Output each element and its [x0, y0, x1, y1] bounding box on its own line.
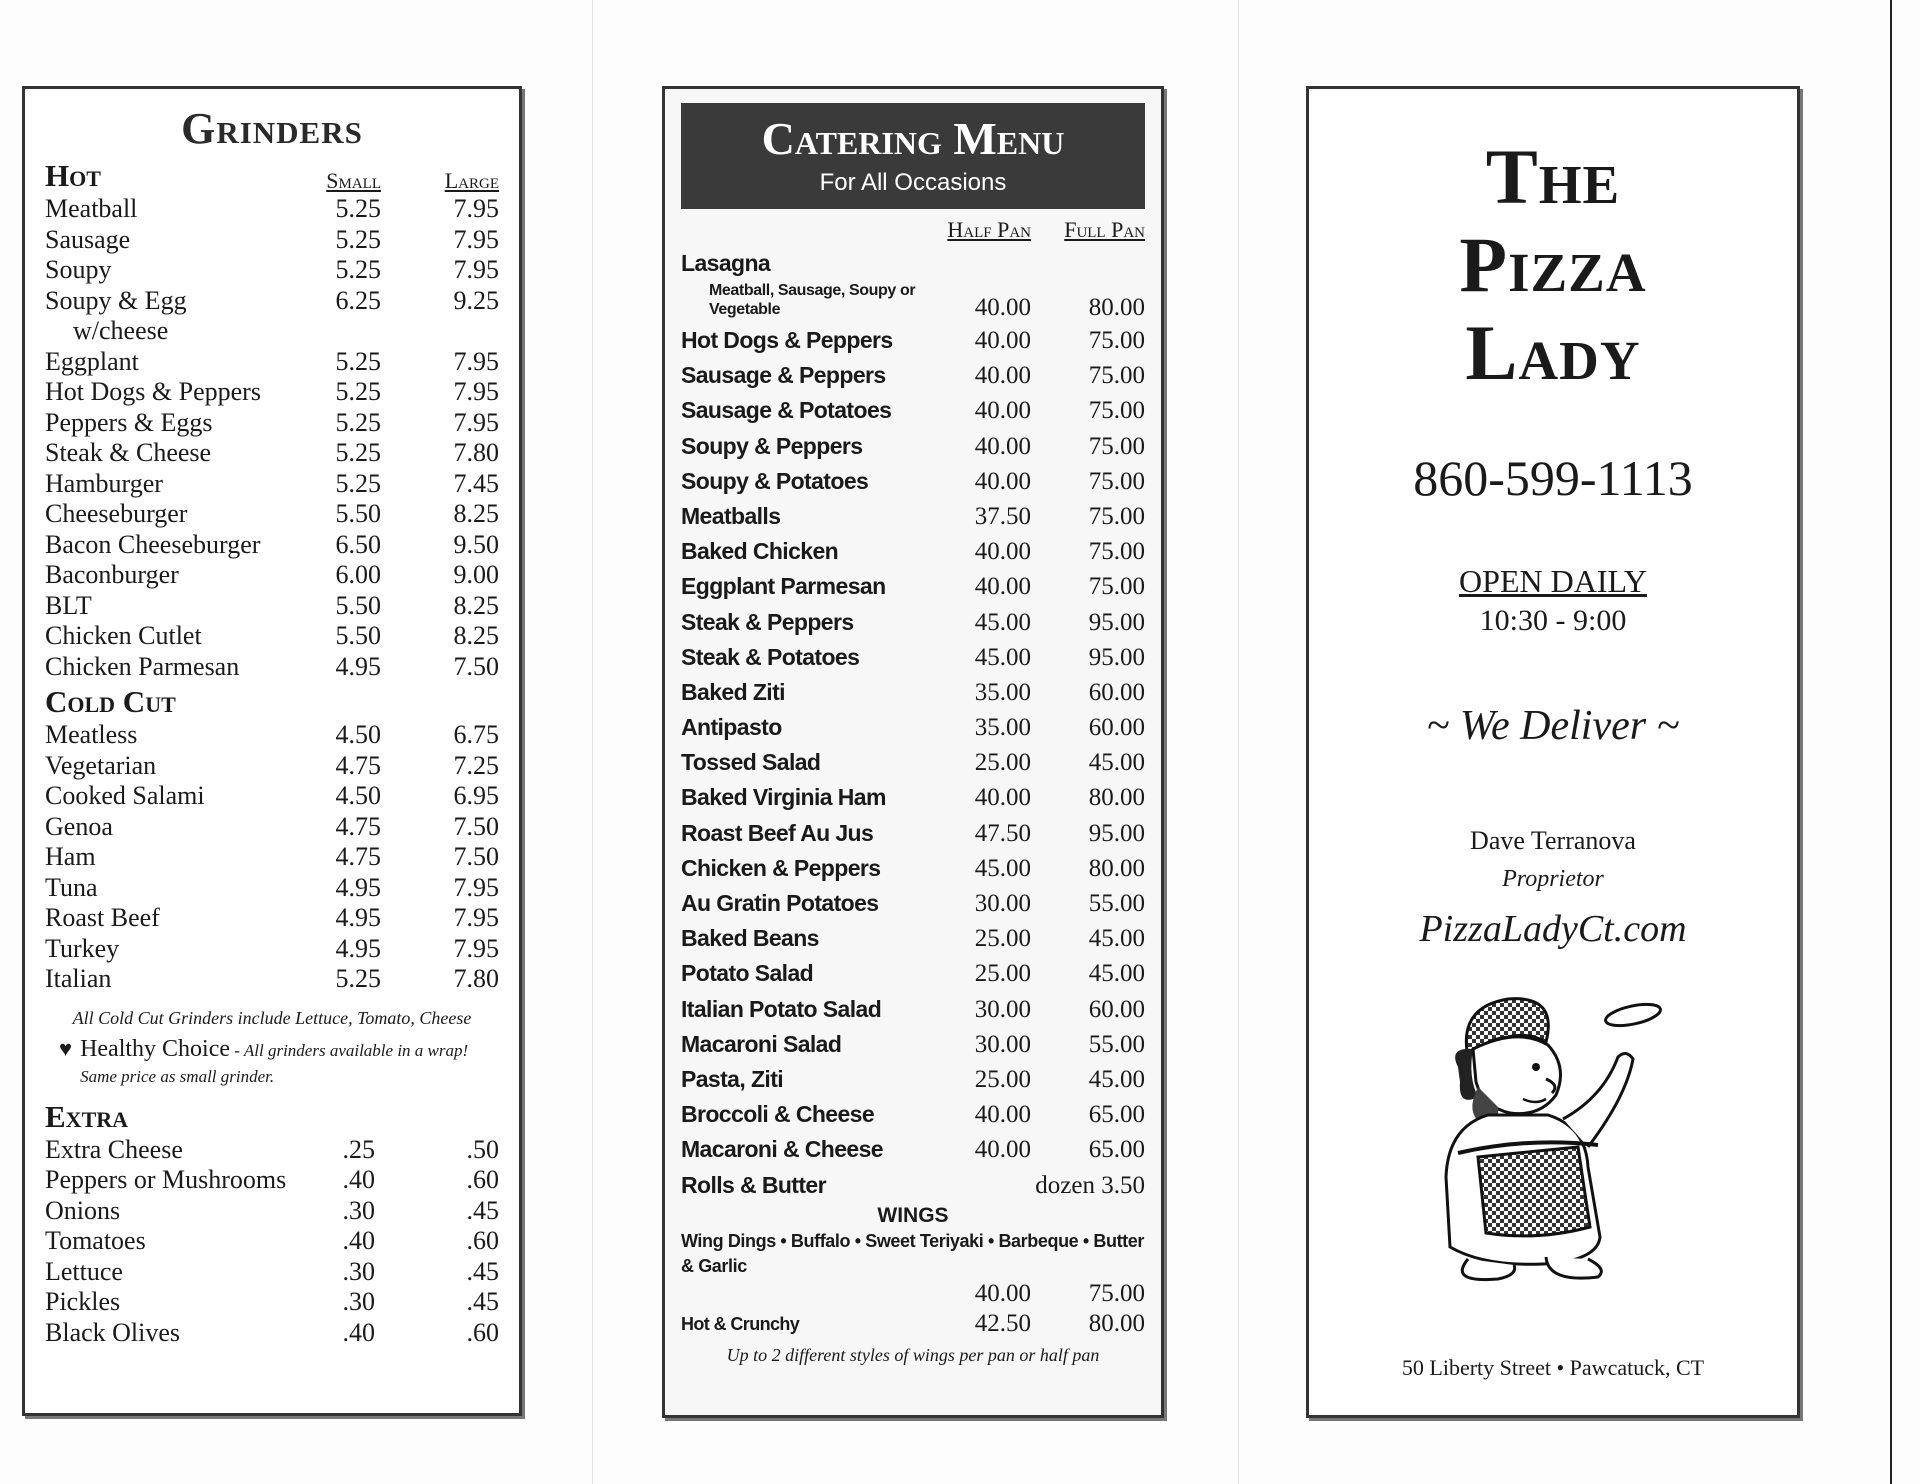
item-name: Pickles: [45, 1287, 121, 1316]
healthy-choice-note: [59, 1037, 499, 1089]
price-2: 7.95: [453, 194, 499, 223]
item-name: Soupy & Egg: [45, 285, 187, 315]
price-2: 7.95: [453, 255, 499, 284]
price-1: 40.00: [974, 573, 1031, 601]
menu-row: [681, 1027, 1145, 1062]
item-name: Hot Dogs & Peppers: [45, 377, 261, 406]
price-1: 5.25: [335, 346, 381, 376]
price-1: 25.00: [974, 1065, 1031, 1093]
wings-types: Wing Dings • Buffalo • Sweet Teriyaki • Barbeque • Butter & Garlic: [681, 1230, 1144, 1276]
menu-row: [681, 780, 1145, 815]
brand-pizza: Pizza: [1459, 221, 1647, 308]
item-name: Vegetarian: [45, 750, 157, 780]
we-deliver-tagline: ~ We Deliver ~: [1426, 703, 1680, 749]
price-2: .45: [466, 1195, 499, 1225]
price-1: 47.50: [974, 819, 1031, 847]
price-1: 25.00: [974, 925, 1031, 953]
menu-row: [45, 1226, 499, 1257]
item-name: Baked Virginia Ham: [681, 784, 886, 811]
menu-row: [45, 286, 499, 317]
item-name: Meatballs: [681, 502, 781, 529]
item-name: Chicken & Peppers: [681, 854, 881, 881]
item-name: Steak & Cheese: [45, 438, 212, 467]
menu-row: [681, 745, 1145, 780]
price-1: 4.50: [335, 720, 381, 749]
price-2: .60: [466, 1165, 499, 1194]
price-2: 7.50: [453, 811, 499, 841]
price-2: 9.25: [453, 285, 499, 315]
menu-row: [45, 194, 499, 225]
menu-row: [45, 377, 499, 408]
price-1: 5.25: [335, 438, 381, 467]
price-2: 45.00: [1088, 960, 1145, 988]
item-name: Baked Beans: [681, 925, 819, 952]
price-1: 40.00: [974, 538, 1031, 566]
wings-full-price: 75.00: [1088, 1279, 1145, 1307]
price-1: .30: [342, 1287, 375, 1316]
item-name: Italian Potato Salad: [681, 995, 882, 1022]
menu-row: [45, 560, 499, 591]
large-column-header: Large: [444, 168, 499, 193]
item-name: Roast Beef: [45, 903, 160, 932]
item-name: Pasta, Ziti: [681, 1065, 784, 1092]
price-1: 45.00: [974, 608, 1031, 636]
menu-row: [45, 1318, 499, 1349]
price-2: 7.95: [453, 933, 499, 963]
price-1: 40.00: [974, 784, 1031, 812]
menu-row: [681, 675, 1145, 710]
menu-row: [681, 992, 1145, 1027]
price-2: .50: [466, 1134, 499, 1164]
price-2: .60: [466, 1317, 499, 1347]
catering-subtitle: For All Occasions: [819, 169, 1007, 196]
price-2: .45: [466, 1287, 499, 1316]
cold-cut-grinders-list: [45, 720, 499, 995]
item-name: BLT: [45, 590, 92, 620]
price-1: 30.00: [974, 1030, 1031, 1058]
menu-row: [45, 255, 499, 286]
item-name: Potato Salad: [681, 960, 814, 987]
menu-row: [681, 605, 1145, 640]
price-2: 8.25: [453, 499, 499, 528]
menu-row: [45, 652, 499, 683]
owner-role: Proprietor: [1502, 866, 1604, 892]
price-1: 5.25: [335, 224, 381, 254]
price-1: .30: [342, 1195, 375, 1225]
price-2: 8.25: [453, 621, 499, 650]
price-1: 40.00: [974, 327, 1031, 354]
hot-crunchy-name: Hot & Crunchy: [681, 1313, 800, 1334]
extra-section-label: Extra: [45, 1098, 129, 1134]
menu-row: [681, 851, 1145, 886]
item-name: Soupy & Peppers: [681, 432, 863, 459]
menu-row: [45, 591, 499, 622]
item-name: Soupy & Potatoes: [681, 467, 869, 494]
menu-row: [45, 903, 499, 934]
menu-row: [45, 530, 499, 561]
price-2: 80.00: [1088, 854, 1145, 882]
item-name: Hamburger: [45, 468, 163, 498]
menu-row: [681, 393, 1145, 428]
item-name: Macaroni Salad: [681, 1030, 842, 1057]
lasagna-full-price: 80.00: [1088, 294, 1145, 321]
price-1: 35.00: [974, 714, 1031, 742]
price-2: .60: [466, 1226, 499, 1255]
menu-row: [45, 751, 499, 782]
hot-crunchy-row: [681, 1309, 1145, 1339]
small-column-header: Small: [326, 168, 381, 193]
grinders-title: Grinders: [181, 104, 363, 153]
extra-toppings-list: [45, 1135, 499, 1349]
menu-row: [681, 640, 1145, 675]
menu-row: [681, 921, 1145, 956]
cold-cut-note: All Cold Cut Grinders include Lettuce, Tomato, Cheese: [72, 1007, 472, 1028]
price-2: 45.00: [1088, 1065, 1145, 1093]
price-1: 40.00: [974, 362, 1031, 390]
price-1: 40.00: [974, 1101, 1031, 1129]
item-name: Steak & Potatoes: [681, 643, 860, 670]
lasagna-half-price: 40.00: [974, 294, 1031, 321]
price-2: 75.00: [1088, 362, 1145, 390]
item-name: Sausage & Potatoes: [681, 397, 892, 424]
grinders-panel: [22, 86, 522, 1416]
menu-row: [681, 886, 1145, 921]
price-1: 4.75: [335, 750, 381, 780]
price-1: 4.50: [335, 781, 381, 810]
hot-grinders-list: [45, 194, 499, 682]
catering-panel: [662, 86, 1164, 1418]
price-2: 95.00: [1088, 819, 1145, 847]
price-2: 95.00: [1088, 608, 1145, 636]
item-name: Baked Chicken: [681, 538, 839, 565]
item-name: Cheeseburger: [45, 499, 188, 528]
item-name: Soupy: [45, 255, 112, 284]
price-2: 9.50: [453, 529, 499, 559]
price-2: 75.00: [1088, 327, 1145, 354]
lasagna-label: Lasagna: [681, 250, 771, 276]
menu-row: [45, 1135, 499, 1166]
item-name: Steak & Peppers: [681, 608, 854, 635]
price-1: 5.25: [335, 194, 381, 223]
lasagna-varieties: Meatball, Sausage, Soupy or Vegetable: [709, 282, 916, 318]
healthy-choice-label: Healthy Choice: [80, 1035, 231, 1062]
item-name: Baconburger: [45, 560, 179, 589]
item-name: Lettuce: [45, 1256, 123, 1286]
price-2: 7.95: [453, 346, 499, 376]
price-1: 5.25: [335, 468, 381, 498]
price-2: 7.95: [453, 903, 499, 932]
price-2: 55.00: [1088, 1030, 1145, 1058]
menu-row: [681, 710, 1145, 745]
price-1: .25: [342, 1134, 375, 1164]
item-name: Eggplant: [45, 346, 139, 376]
price-2: 80.00: [1088, 784, 1145, 812]
item-name: Tossed Salad: [681, 749, 821, 776]
price-2: 7.80: [453, 438, 499, 467]
price-2: 7.50: [453, 651, 499, 681]
price-1: 4.95: [335, 651, 381, 681]
catering-banner: [681, 103, 1145, 209]
price-1: .40: [342, 1317, 375, 1347]
price-2: 55.00: [1088, 890, 1145, 917]
price-2: 7.95: [453, 224, 499, 254]
menu-row: [45, 438, 499, 469]
price-2: 7.95: [453, 872, 499, 902]
price-1: 4.95: [335, 872, 381, 902]
item-name: Eggplant Parmesan: [681, 573, 886, 600]
price-1: 40.00: [974, 397, 1031, 425]
price-1: 4.95: [335, 933, 381, 963]
item-name: Roast Beef Au Jus: [681, 819, 874, 846]
menu-row: [681, 323, 1145, 358]
menu-row: [681, 816, 1145, 851]
hot-crunchy-full-price: 80.00: [1088, 1309, 1145, 1337]
lasagna-row: [681, 281, 1145, 323]
price-2: .45: [466, 1256, 499, 1286]
price-2: 45.00: [1088, 925, 1145, 953]
price-1: 37.50: [974, 502, 1031, 530]
item-name: Baked Ziti: [681, 678, 785, 705]
price-1: 6.00: [335, 560, 381, 589]
item-name: Genoa: [45, 811, 113, 841]
item-name: Meatball: [45, 194, 138, 223]
price-2: 6.95: [453, 781, 499, 810]
price-1: 5.50: [335, 590, 381, 620]
price-1: 40.00: [974, 1136, 1031, 1164]
price-2: 65.00: [1088, 1101, 1145, 1129]
price-2: 7.95: [453, 407, 499, 437]
price-1: 45.00: [974, 643, 1031, 671]
price-1: .30: [342, 1256, 375, 1286]
menu-row: [681, 358, 1145, 393]
item-name: Antipasto: [681, 714, 782, 741]
wings-half-price: 40.00: [974, 1279, 1031, 1307]
menu-row: [681, 429, 1145, 464]
price-1: 4.95: [335, 903, 381, 932]
menu-row: [681, 534, 1145, 569]
item-name: Chicken Parmesan: [45, 651, 240, 681]
price-1: 4.75: [335, 811, 381, 841]
item-name: Turkey: [45, 933, 120, 963]
item-name: Black Olives: [45, 1317, 181, 1347]
item-name: Macaroni & Cheese: [681, 1136, 883, 1163]
menu-row: [45, 408, 499, 439]
wings-label: WINGS: [877, 1203, 949, 1227]
price-2: 75.00: [1088, 397, 1145, 425]
healthy-choice-text: - All grinders available in a wrap! Same price as small grinder.: [80, 1040, 469, 1086]
menu-row: [45, 469, 499, 500]
menu-row: [681, 499, 1145, 534]
catering-title: Catering Menu: [761, 113, 1065, 164]
price-2: 8.25: [453, 590, 499, 620]
rolls-butter-price: dozen 3.50: [1035, 1171, 1145, 1199]
price-2: 60.00: [1088, 678, 1145, 706]
item-name: Chicken Cutlet: [45, 621, 202, 650]
pizza-chef-lady-illustration-icon: [1428, 987, 1678, 1287]
price-1: 4.75: [335, 842, 381, 871]
menu-row: [45, 781, 499, 812]
price-1: 45.00: [974, 854, 1031, 882]
hot-crunchy-half-price: 42.50: [974, 1309, 1031, 1337]
price-1: 6.25: [335, 285, 381, 315]
price-2: 95.00: [1088, 643, 1145, 671]
price-2: 7.95: [453, 377, 499, 406]
price-2: 7.45: [453, 468, 499, 498]
price-2: 7.80: [453, 964, 499, 993]
wings-footnote: Up to 2 different styles of wings per pan or half pan: [726, 1344, 1100, 1365]
price-1: 5.50: [335, 621, 381, 650]
wings-price-row: [681, 1279, 1145, 1309]
menu-row: [45, 934, 499, 965]
phone-number: 860-599-1113: [1413, 450, 1693, 506]
price-2: [381, 316, 499, 347]
rolls-butter-name: Rolls & Butter: [681, 1171, 826, 1198]
price-1: 35.00: [974, 678, 1031, 706]
menu-row: [45, 621, 499, 652]
price-1: 6.50: [335, 529, 381, 559]
menu-row: [681, 464, 1145, 499]
price-2: 6.75: [453, 720, 499, 749]
item-name: w/cheese: [73, 316, 169, 345]
menu-row: [681, 1097, 1145, 1132]
price-1: 25.00: [974, 749, 1031, 777]
price-1: 30.00: [974, 890, 1031, 917]
menu-row: [45, 225, 499, 256]
menu-row: [681, 956, 1145, 991]
item-name: Extra Cheese: [45, 1134, 183, 1164]
price-1: 25.00: [974, 960, 1031, 988]
price-2: 75.00: [1088, 538, 1145, 566]
item-name: Sausage: [45, 224, 131, 254]
item-name: Bacon Cheeseburger: [45, 529, 261, 559]
price-1: .40: [342, 1226, 375, 1255]
price-2: 7.25: [453, 750, 499, 780]
price-1: 5.25: [335, 407, 381, 437]
menu-row: [45, 1257, 499, 1288]
website: PizzaLadyCt.com: [1419, 908, 1687, 950]
price-1: 5.25: [335, 255, 381, 284]
brand-the: The: [1485, 133, 1621, 220]
menu-row: [45, 720, 499, 751]
price-2: 75.00: [1088, 467, 1145, 495]
item-name: Meatless: [45, 720, 138, 749]
item-name: Onions: [45, 1195, 121, 1225]
item-name: Tomatoes: [45, 1226, 146, 1255]
price-2: 60.00: [1088, 714, 1145, 742]
price-2: 60.00: [1088, 995, 1145, 1023]
menu-row: [45, 499, 499, 530]
pizza-lady-panel: [1306, 86, 1800, 1418]
catering-items-list: [681, 323, 1145, 1168]
menu-row: [45, 842, 499, 873]
menu-row: [45, 1196, 499, 1227]
menu-row: [681, 1132, 1145, 1167]
brand-lady: Lady: [1465, 309, 1641, 396]
item-name: Sausage & Peppers: [681, 362, 886, 389]
price-2: 75.00: [1088, 573, 1145, 601]
hot-section-label: Hot: [45, 158, 101, 193]
menu-row: [45, 873, 499, 904]
menu-row: [45, 347, 499, 378]
item-name: Hot Dogs & Peppers: [681, 327, 893, 353]
price-2: 75.00: [1088, 502, 1145, 530]
menu-row: [45, 812, 499, 843]
item-name: Peppers or Mushrooms: [45, 1165, 287, 1194]
price-1: 5.50: [335, 499, 381, 528]
price-2: 9.00: [453, 560, 499, 589]
item-name: Ham: [45, 842, 96, 871]
price-1: 5.25: [335, 377, 381, 406]
price-1: 30.00: [974, 995, 1031, 1023]
open-daily-label: OPEN DAILY: [1459, 563, 1647, 599]
cold-cut-section-label: Cold Cut: [45, 684, 176, 719]
menu-row: [681, 1062, 1145, 1097]
item-name: Broccoli & Cheese: [681, 1101, 875, 1128]
price-1: .40: [342, 1165, 375, 1194]
price-1: 40.00: [974, 467, 1031, 495]
rolls-butter-row: [681, 1168, 1145, 1203]
price-2: 7.50: [453, 842, 499, 871]
menu-row: [45, 1165, 499, 1196]
address: 50 Liberty Street • Pawcatuck, CT: [1401, 1355, 1705, 1380]
price-1: 40.00: [974, 432, 1031, 460]
item-name: Au Gratin Potatoes: [681, 890, 879, 916]
owner-name: Dave Terranova: [1470, 826, 1636, 855]
menu-row: [45, 316, 499, 347]
price-1: 5.25: [335, 964, 381, 993]
menu-row: [45, 964, 499, 995]
price-2: 75.00: [1088, 432, 1145, 460]
item-name: Italian: [45, 964, 112, 993]
item-name: Tuna: [45, 872, 98, 902]
menu-row: [45, 1287, 499, 1318]
heart-icon: ♥: [59, 1035, 73, 1061]
opening-hours: 10:30 - 9:00: [1479, 604, 1627, 637]
page-edge: [1890, 0, 1892, 1484]
full-pan-header: Full Pan: [1064, 217, 1145, 242]
price-2: 45.00: [1088, 749, 1145, 777]
item-name: Cooked Salami: [45, 781, 205, 810]
menu-row: [681, 569, 1145, 604]
price-1: [295, 316, 381, 347]
item-name: Peppers & Eggs: [45, 407, 213, 437]
price-2: 65.00: [1088, 1136, 1145, 1164]
half-pan-header: Half Pan: [947, 217, 1031, 242]
